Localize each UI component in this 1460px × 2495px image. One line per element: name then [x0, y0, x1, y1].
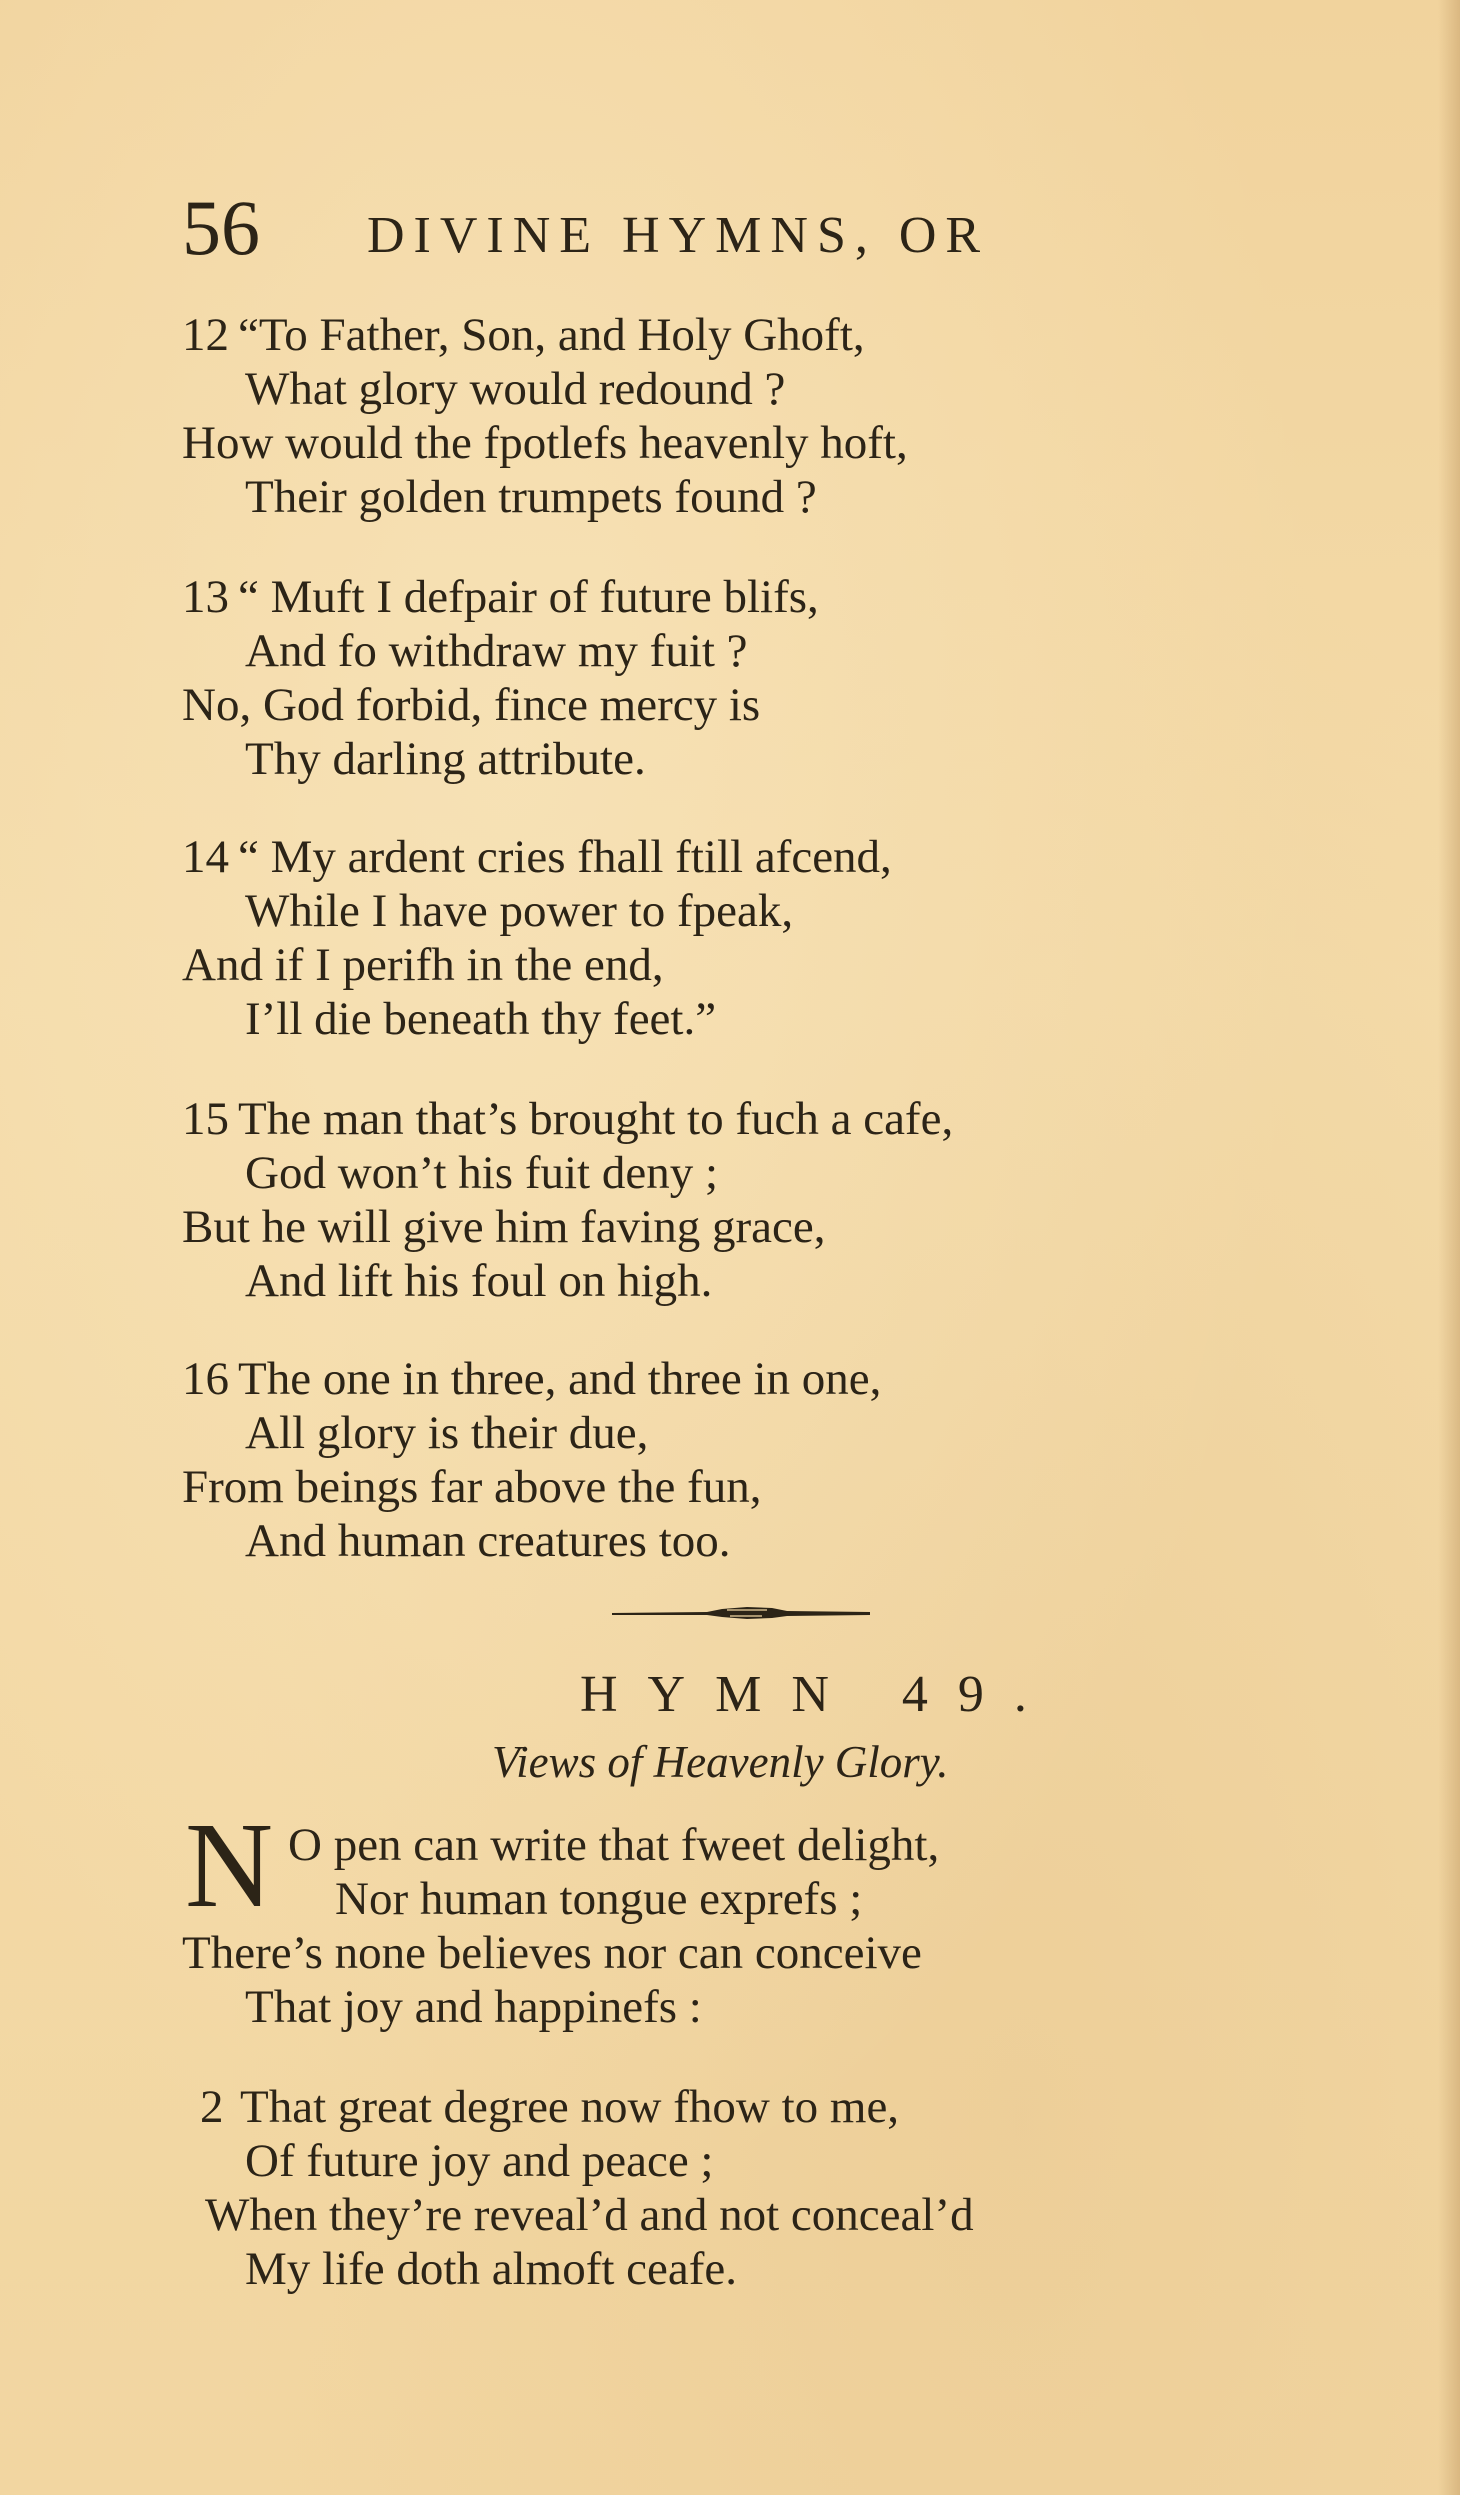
stanza-line: And lift his foul on high. [245, 1255, 713, 1307]
stanza-line: No, God forbid, fince mercy is [182, 679, 761, 731]
stanza-line: Nor human tongue exprefs ; [335, 1873, 863, 1925]
stanza-number: 12 [182, 309, 229, 361]
stanza-line: 2 That great degree now fhow to me, [200, 2081, 900, 2133]
stanza-line: While I have power to fpeak, [245, 885, 794, 937]
stanza-line: When they’re reveal’d and not conceal’d [205, 2189, 974, 2241]
stanza-line: I’ll die beneath thy feet.” [245, 993, 717, 1045]
stanza-number: 13 [182, 571, 229, 623]
stanza-line: There’s none believes nor can conceive [182, 1927, 922, 1979]
stanza-line: O pen can write that fweet delight, [288, 1819, 940, 1871]
stanza-line: Their golden trumpets found ? [245, 471, 817, 523]
stanza-line: What glory would redound ? [245, 363, 786, 415]
stanza-line: Thy darling attribute. [245, 733, 646, 785]
page-edge-shadow [1438, 0, 1460, 2495]
page-header [182, 184, 1302, 276]
stanza-line: 13 “ Muft I defpair of future blifs, [182, 571, 819, 623]
stanza-line: And fo withdraw my fuit ? [245, 625, 748, 677]
page-number: 56 [182, 184, 260, 271]
hymn-title: HYMN 49. [580, 1666, 1057, 1723]
stanza-line: That joy and happinefs : [245, 1981, 702, 2033]
stanza-line: But he will give him faving grace, [182, 1201, 826, 1253]
stanza-number: 2 [200, 2081, 224, 2133]
stanza-line: My life doth almoft ceafe. [245, 2243, 738, 2295]
stanza-line: 12 “To Father, Son, and Holy Ghoft, [182, 309, 865, 361]
stanza-line: 15 The man that’s brought to fuch a cafe, [182, 1093, 954, 1145]
stanza-number: 14 [182, 831, 229, 883]
stanza-line: 16 The one in three, and three in one, [182, 1353, 882, 1405]
stanza-number: 16 [182, 1353, 229, 1405]
running-head: DIVINE HYMNS, OR [367, 207, 990, 264]
stanza-line: And if I perifh in the end, [182, 939, 664, 991]
stanza-line: 14 “ My ardent cries fhall ftill afcend, [182, 831, 892, 883]
stanza-line: And human creatures too. [245, 1515, 731, 1567]
stanza-line: From beings far above the fun, [182, 1461, 762, 1513]
stanza-line: God won’t his fuit deny ; [245, 1147, 719, 1199]
stanza-line: How would the fpotlefs heavenly hoft, [182, 417, 908, 469]
hymn-subtitle: Views of Heavenly Glory. [492, 1737, 949, 1787]
stanza-number: 15 [182, 1093, 229, 1145]
drop-cap: N [185, 1798, 274, 1933]
stanza-line: Of future joy and peace ; [245, 2135, 714, 2187]
stanza-line: All glory is their due, [245, 1407, 649, 1459]
ornamental-divider [612, 1604, 870, 1620]
